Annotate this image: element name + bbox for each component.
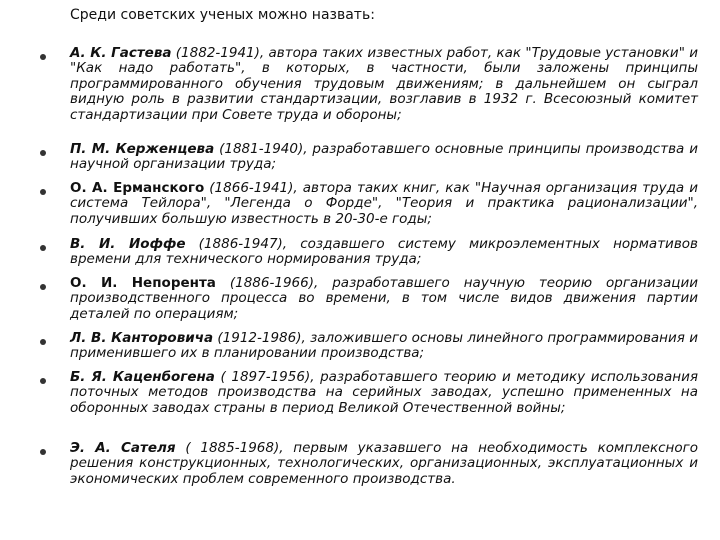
bullet-icon [40,189,46,195]
list-item [70,276,698,322]
intro-text: Среди советских ученых можно назвать: [70,7,375,23]
scientist-name: Л. В. Канторовича [70,330,214,346]
scientist-description: (1881-1940), разработавшего основные принципы производства и научной организации труда; [70,141,698,173]
scientist-description: (1912-1986), заложившего основы линейного программирования и применившего их в планировании производства; [70,330,698,362]
scientist-name: А. К. Гастева [70,45,172,61]
list-item [70,331,698,362]
scientist-name: Б. Я. Каценбогена [70,369,215,385]
scientist-description: ( 1897-1956), разработавшего теорию и методику использования поточных методов производства на серийных заводах, успешно примененных на оборонных заводах страны в период Великой Отечественной войны; [70,369,699,416]
bullet-icon [40,378,46,384]
scientist-description: (1886-1966), разработавшего научную теорию организации производственного процесса во времени, в том числе видов движения партии деталей по операциям; [70,275,699,322]
bullet-icon [40,339,46,345]
list-item [70,142,698,173]
list-item [70,46,698,123]
scientist-name: О. А. Ерманского [70,180,205,196]
list-item [70,181,698,227]
bullet-icon [40,245,46,251]
scientist-description: ( 1885-1968), первым указавшего на необходимость комплексного решения конструкционных, технологических, организационных, эксплуатационных и экономических проблем современного производства. [70,440,698,487]
bullet-icon [40,284,46,290]
scientist-name: О. И. Непорента [70,275,216,291]
bullet-icon [40,449,46,455]
scientist-name: Э. А. Сателя [70,440,176,456]
list-item [70,237,698,268]
scientist-name: П. М. Керженцева [70,141,215,157]
scientist-description: (1866-1941), автора таких книг, как "Научная организация труда и система Тейлора", "Легенда о Форде", "Теория и практика рационализации", получивших большую известность в 20-30-е годы; [70,180,698,227]
scientist-name: В. И. Иоффе [70,236,186,252]
bullet-icon [40,150,46,156]
bullet-icon [40,54,46,60]
list-item [70,370,698,416]
list-item [70,441,698,487]
scientist-description: (1882-1941), автора таких известных работ, как "Трудовые установки" и "Как надо работать", в которых, в частности, были заложены принципы программированного обучения трудовым движениям; в дальнейшем он сыграл видную роль в развитии стандартизации, возглавив в 1932 г. Всесоюзный комитет стандартизации при Совете труда и обороны; [70,45,698,123]
scientist-description: (1886-1947), создавшего систему микроэлементных нормативов времени для технического нормирования труда; [70,236,699,268]
